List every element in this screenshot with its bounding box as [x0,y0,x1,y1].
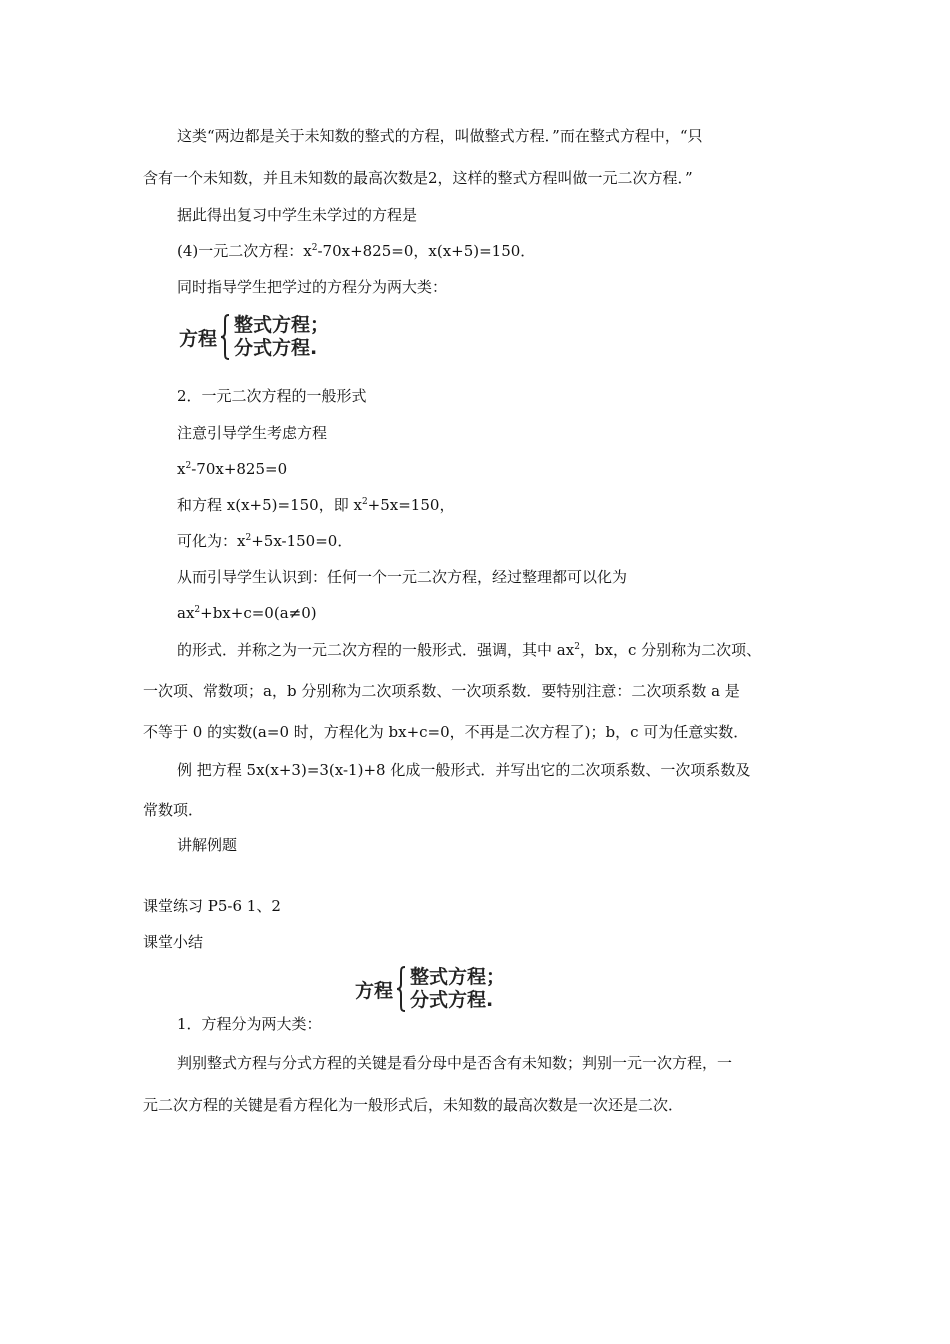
paragraph-general-form-line1 [177,640,761,660]
classification-item-integral: 整式方程； [410,966,506,988]
exponent: 2 [361,497,368,507]
equation-line [177,531,352,551]
equation-line [177,459,287,479]
classification-item-integral: 整式方程； [234,314,330,336]
equation-text: x [177,460,186,478]
equation-text: 可化为：x [177,532,246,550]
paragraph-classify: 同时指导学生把学过的方程分为两大类： [177,278,448,296]
equation-text: (4)一元二次方程：x [177,242,312,260]
equation-text: +bx+c=0(a≠0) [200,604,317,622]
paragraph-text: ，bx，c 分别称为二次项、 [579,641,762,659]
paragraph-judge-line1: 判别整式方程与分式方程的关键是看分母中是否含有未知数；判别一元一次方程，一 [177,1054,733,1072]
classification-item-fractional: 分式方程. [410,989,494,1011]
paragraph-recognize: 从而引导学生认识到：任何一个一元二次方程，经过整理都可以化为 [177,568,628,586]
equation-text: -70x+825=0，x(x+5)=150． [317,242,536,260]
exponent: 2 [574,642,580,652]
paragraph-derived: 据此得出复习中学生未学过的方程是 [177,206,418,224]
classification-root: 方程 [179,327,218,350]
curly-brace-icon [396,966,406,1012]
section-heading-general-form: 2．一元二次方程的一般形式 [177,387,367,405]
paragraph-general-form-line2: 一次项、常数项；a，b 分别称为二次项系数、一次项系数．要特别注意：二次项系数 a 是 [143,682,740,700]
equation-line [177,495,454,515]
exponent: 2 [194,605,201,615]
exponent: 2 [311,243,318,253]
equation-text: ax [177,604,195,622]
paragraph-definition-line1: 这类“两边都是关于未知数的整式的方程，叫做整式方程．”而在整式方程中，“只 [177,127,703,145]
curly-brace-icon [220,314,230,360]
summary-item-1: 1．方程分为两大类： [177,1015,322,1033]
equation-text: +5x=150， [367,496,455,514]
section-heading-practice: 课堂练习 P5-6 1、2 [143,897,281,915]
exponent: 2 [185,461,192,471]
exponent: 2 [245,533,252,543]
section-heading-summary: 课堂小结 [143,933,204,951]
equation-text: 和方程 x(x+5)=150，即 x [177,496,362,514]
paragraph-explain-example: 讲解例题 [177,836,238,854]
equation-list-item-4 [177,241,535,261]
example-line2: 常数项． [143,801,204,819]
paragraph-definition-line2: 含有一个未知数，并且未知数的最高次数是2，这样的整式方程叫做一元二次方程．” [143,169,693,187]
equation-general-form [177,603,317,623]
equation-text: +5x-150=0． [251,532,353,550]
classification-root: 方程 [355,979,394,1002]
paragraph-guide: 注意引导学生考虑方程 [177,424,328,442]
paragraph-general-form-line3: 不等于 0 的实数(a=0 时，方程化为 bx+c=0，不再是二次方程了)；b，c 可为任意实数． [143,723,749,741]
classification-diagram-1 [179,314,329,360]
paragraph-judge-line2: 元二次方程的关键是看方程化为一般形式后，未知数的最高次数是一次还是二次． [143,1096,684,1114]
equation-text: -70x+825=0 [191,460,288,478]
classification-diagram-2 [355,966,505,1012]
classification-item-fractional: 分式方程. [234,337,318,359]
paragraph-text: 的形式．并称之为一元二次方程的一般形式．强调，其中 ax [177,641,575,659]
example-line1: 例 把方程 5x(x+3)=3(x-1)+8 化成一般形式．并写出它的二次项系数、一次项系数及 [177,761,751,779]
